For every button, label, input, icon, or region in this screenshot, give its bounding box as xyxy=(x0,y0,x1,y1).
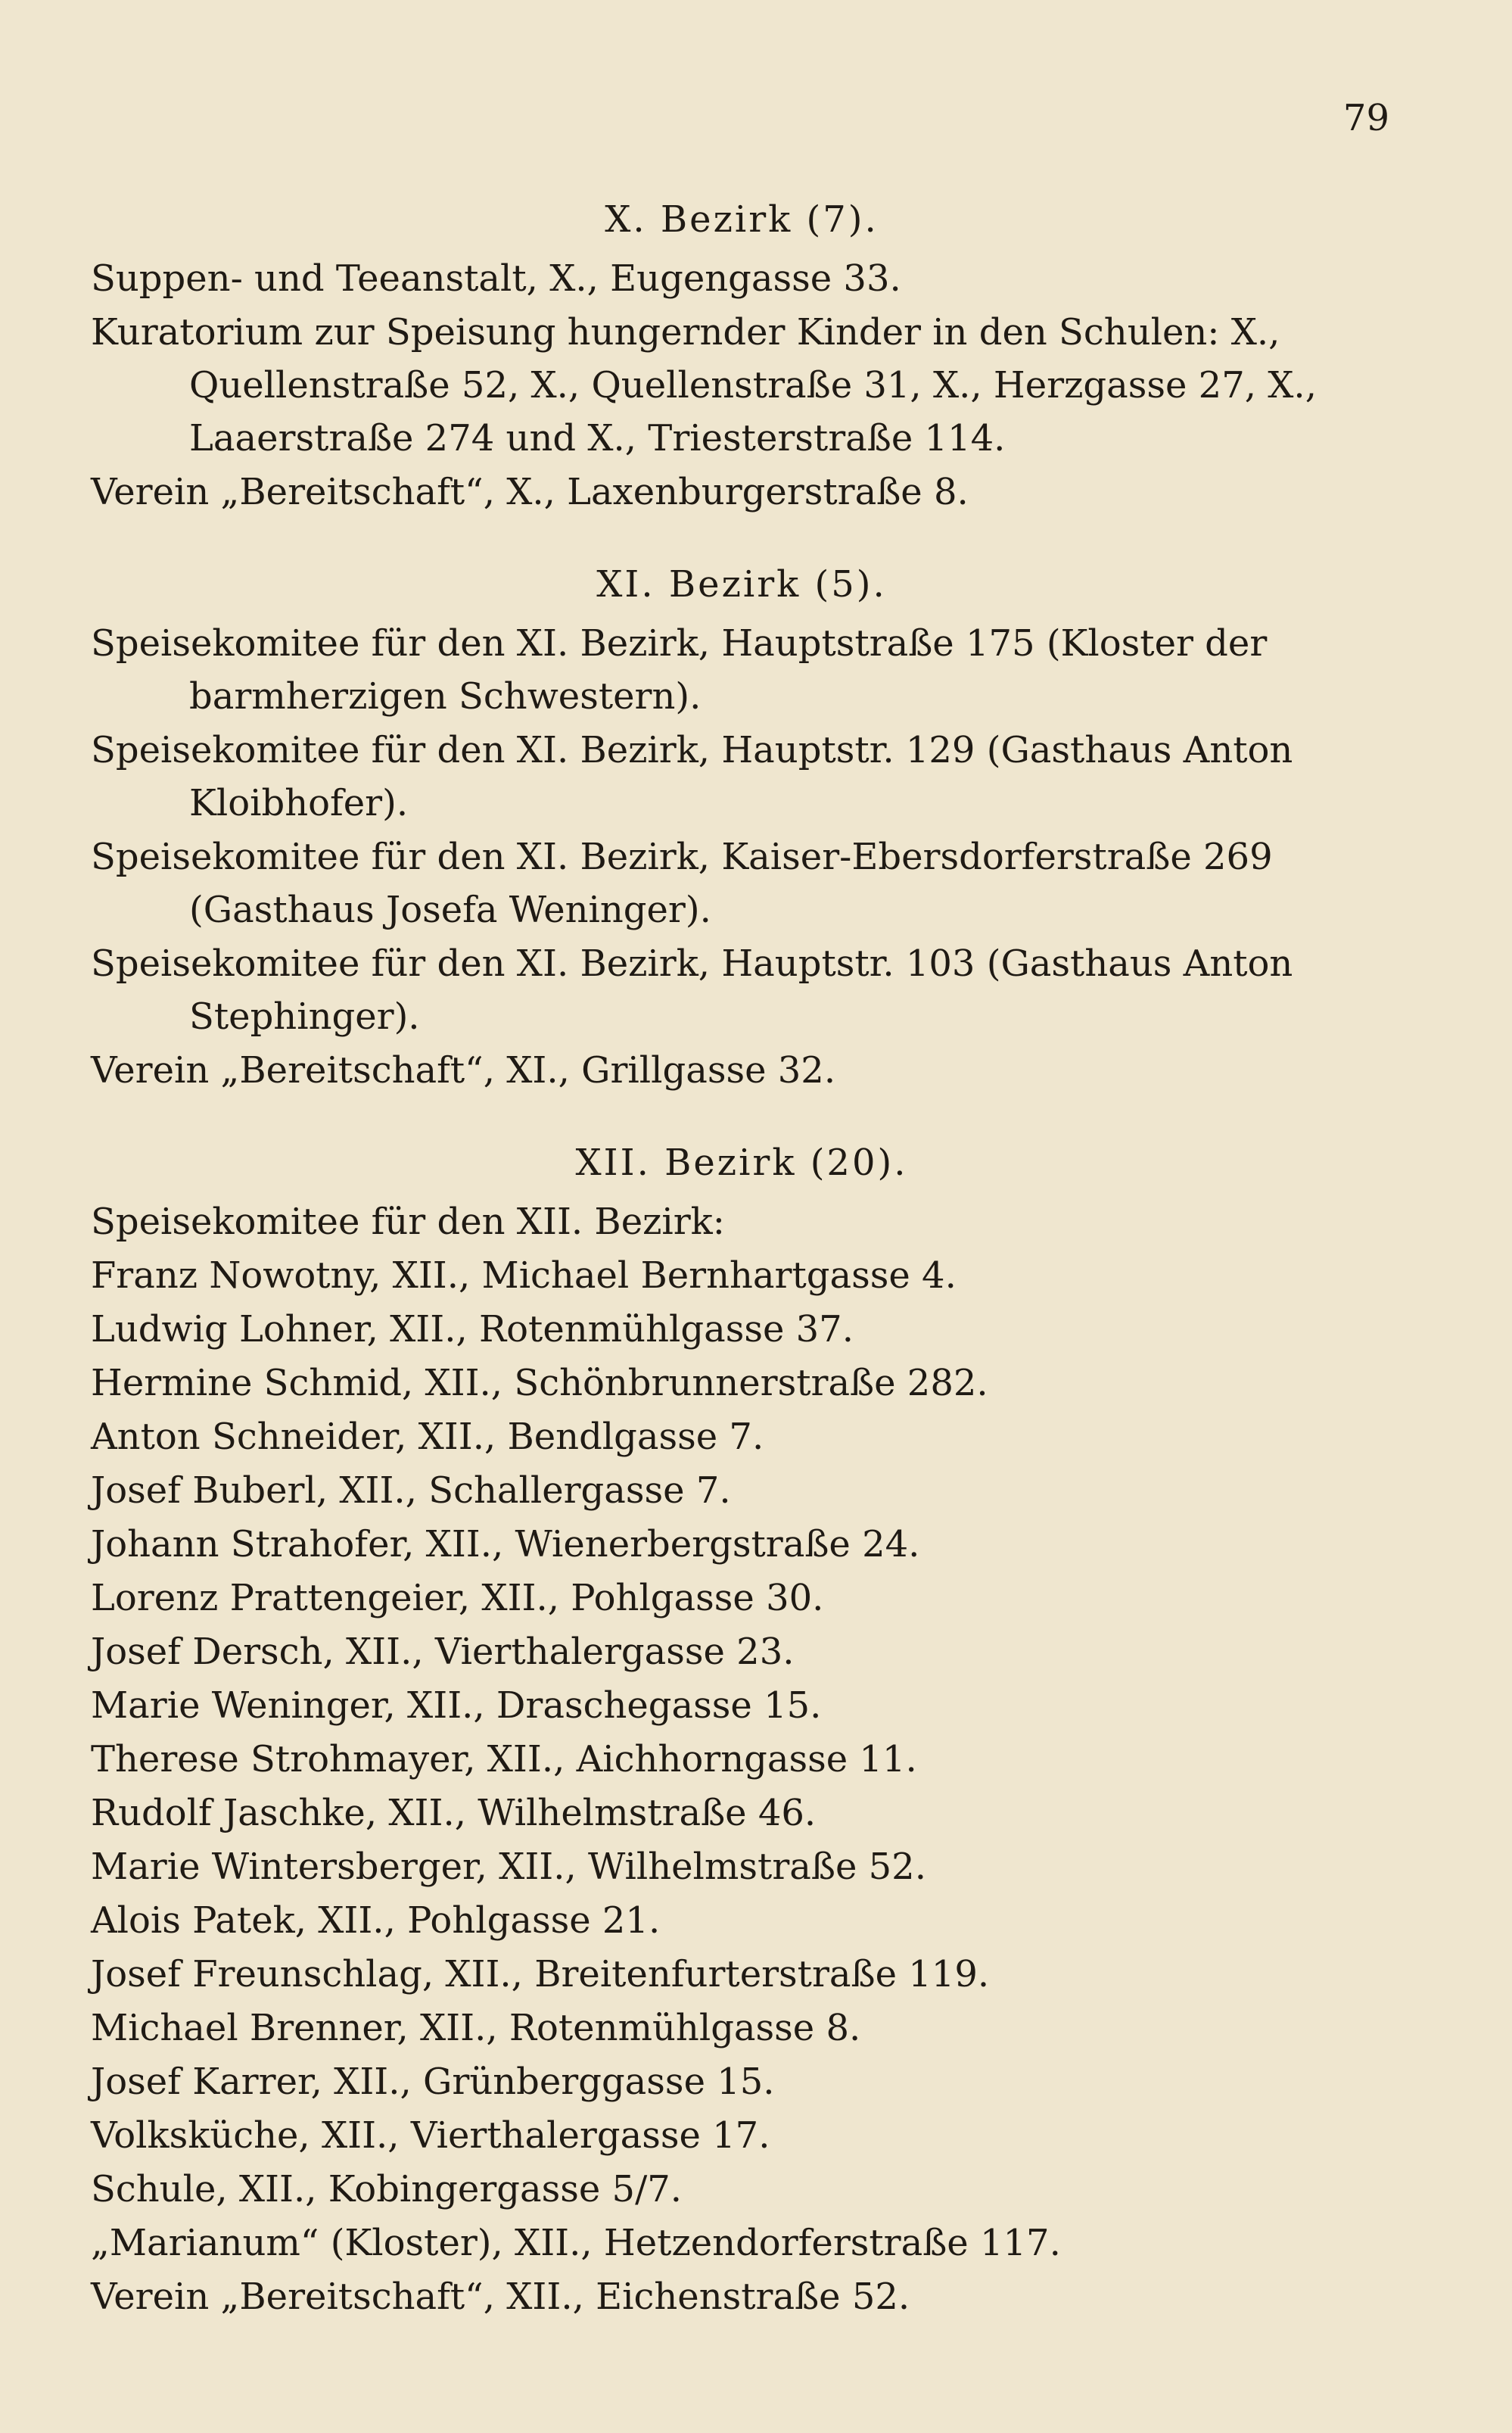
section-list-xii xyxy=(91,1195,1392,2323)
entry-xii-10: Therese Strohmayer, XII., Aichhorngasse 11. xyxy=(91,1738,917,1780)
entry-xi-1: Speisekomitee für den XI. Bezirk, Hauptstr. 129 (Gasthaus Anton Kloibhofer). xyxy=(91,729,1293,824)
entry-xii-20: Verein „Bereitschaft“, XII., Eichenstraße 52. xyxy=(91,2276,910,2318)
entry-xii-12: Marie Wintersberger, XII., Wilhelmstraße 52. xyxy=(91,1846,926,1888)
section-heading-xi: XI. Bezirk (5). xyxy=(596,563,887,606)
entry-xi-4: Verein „Bereitschaft“, XI., Grillgasse 32. xyxy=(91,1049,836,1092)
entry-xii-1: Franz Nowotny, XII., Michael Bernhartgasse 4. xyxy=(91,1254,957,1297)
entry-xi-2: Speisekomitee für den XI. Bezirk, Kaiser-Ebersdorferstraße 269 (Gasthaus Josefa Weninger). xyxy=(91,836,1273,931)
entry-xii-17: Volksküche, XII., Vierthalergasse 17. xyxy=(91,2114,770,2157)
entry-xii-15: Michael Brenner, XII., Rotenmühlgasse 8. xyxy=(91,2007,861,2049)
entry-xii-8: Josef Dersch, XII., Vierthalergasse 23. xyxy=(91,1631,795,1673)
page-number: 79 xyxy=(1342,97,1389,139)
entry-xii-18: Schule, XII., Kobingergasse 5/7. xyxy=(91,2168,683,2210)
section-heading-x: X. Bezirk (7). xyxy=(605,198,879,241)
entry-x-0: Suppen- und Teeanstalt, X., Eugengasse 33. xyxy=(91,257,901,300)
entry-xii-9: Marie Weninger, XII., Draschegasse 15. xyxy=(91,1684,822,1727)
entry-xii-2: Ludwig Lohner, XII., Rotenmühlgasse 37. xyxy=(91,1308,854,1350)
entry-xii-16: Josef Karrer, XII., Grünberggasse 15. xyxy=(91,2061,775,2103)
entry-xii-5: Josef Buberl, XII., Schallergasse 7. xyxy=(91,1469,731,1512)
section-list-x xyxy=(91,252,1392,519)
entry-xii-7: Lorenz Prattengeier, XII., Pohlgasse 30. xyxy=(91,1577,824,1619)
entry-xi-3: Speisekomitee für den XI. Bezirk, Hauptstr. 103 (Gasthaus Anton Stephinger). xyxy=(91,942,1293,1038)
entry-xii-13: Alois Patek, XII., Pohlgasse 21. xyxy=(91,1899,661,1942)
entry-xii-3: Hermine Schmid, XII., Schönbrunnerstraße 282. xyxy=(91,1362,988,1404)
page-content xyxy=(91,193,1392,2324)
section-list-xi xyxy=(91,617,1392,1097)
entry-xi-0: Speisekomitee für den XI. Bezirk, Hauptstraße 175 (Kloster der barmherzigen Schwestern). xyxy=(91,622,1268,718)
entry-xii-0: Speisekomitee für den XII. Bezirk: xyxy=(91,1201,725,1243)
entry-x-1: Kuratorium zur Speisung hungernder Kinder in den Schulen: X., Quellenstraße 52, X., Quellenstraße 31, X., Herzgasse 27, X., Laaerstraße 274 und X., Triesterstraße 114. xyxy=(91,311,1317,459)
entry-xii-14: Josef Freunschlag, XII., Breitenfurterstraße 119. xyxy=(91,1953,990,1995)
entry-xii-11: Rudolf Jaschke, XII., Wilhelmstraße 46. xyxy=(91,1792,817,1834)
entry-xii-4: Anton Schneider, XII., Bendlgasse 7. xyxy=(91,1416,764,1458)
entry-x-2: Verein „Bereitschaft“, X., Laxenburgerstraße 8. xyxy=(91,471,969,513)
section-heading-xii: XII. Bezirk (20). xyxy=(575,1142,908,1184)
entry-xii-19: „Marianum“ (Kloster), XII., Hetzendorferstraße 117. xyxy=(91,2222,1061,2264)
entry-xii-6: Johann Strahofer, XII., Wienerbergstraße 24. xyxy=(91,1523,920,1565)
